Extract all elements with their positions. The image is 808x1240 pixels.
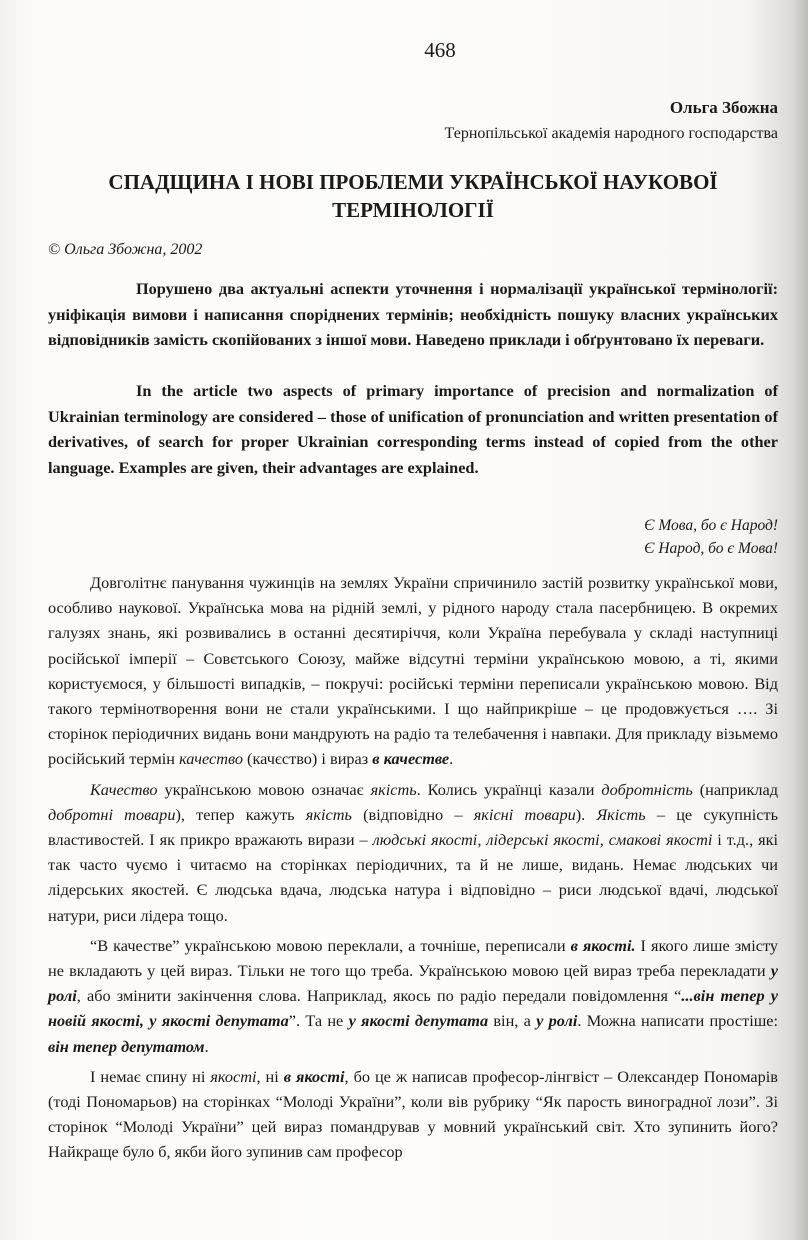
copyright-line: © Ольга Збожна, 2002: [48, 241, 203, 258]
paragraph-3: “В качестве” українською мовою переклали, а точніше, переписали в якості. І якого лише змісту не вкладають у цей вираз. Тільки не того що треба. Українською мовою цей вираз треба перекладати у ролі, або змінити закінчення слова. Наприклад, якось по радіо передали повідомлення “...він тепер у новій якості, у якості депутата”. Та не у якості депутата він, а у ролі. Можна написати простіше: він тепер депутатом.: [48, 935, 778, 1056]
epigraph: [48, 514, 778, 560]
epigraph-line-2: Є Народ, бо є Мова!: [644, 540, 778, 557]
abstract-english: In the article two aspects of primary importance of precision and normalization of Ukrainian terminology are considered – those of unification of pronunciation and written presentation of derivatives, of search for proper Ukrainian corresponding terms instead of copied from the other language. Examples are given, their advantages are explained.: [48, 381, 778, 477]
paragraph-2: Качество українською мовою означає якість. Колись українці казали добротність (наприклад добротні товари), тепер кажуть якість (відповідно – якісні товари). Якість – це сукупність властивостей. І як прикро вражають вирази – людські якості, лідерські якості, смакові якості і т.д., які так часто чуємо і читаємо на сторінках періодичних, та й не лише, видань. Немає людських чи лідерських якостей. Є людська вдача, людська натура і відповідно – риси людської вдачі, людської натури, риси лідера тощо.: [48, 779, 779, 925]
page-number: 468: [424, 38, 456, 62]
abstract-ukrainian: Порушено два актуальні аспекти уточнення і нормалізації української термінології: уніфікація вимови і написання споріднених термінів; необхідність пошуку власних українських відповідників замість скопійованих з іншої мови. Наведено приклади і обґрунтовано їх переваги.: [48, 279, 778, 350]
article-body: [48, 570, 778, 1170]
epigraph-line-1: Є Мова, бо є Народ!: [644, 517, 778, 534]
author-name: Ольга Збожна: [669, 98, 778, 117]
paragraph-1: Довголітнє панування чужинців на землях України спричинило застій розвитку української мови, особливо наукової. Українська мова на рідній землі, у рідного народу стала пасербницею. В окремих галузях знань, які розвивались в останні десятиріччя, коли Україна перебувала у складі наступниці російської імперії – Совєтського Союзу, майже відсутні терміни українською мовою, а ті, якими користуємося, у більшості випадків, – покручі: російські терміни переписали українською мовою. Від такого термінотворення вони не стали українськими. І що найприкріше – це продовжується …. Зі сторінок періодичних видань вони мандрують на радіо та телебачення і навпаки. Для прикладу візьмемо російський термін качество (качєство) і вираз в качестве.: [48, 573, 778, 769]
article-title: СПАДЩИНА І НОВІ ПРОБЛЕМИ УКРАЇНСЬКОЇ НАУКОВОЇ ТЕРМІНОЛОГІЇ: [108, 170, 718, 222]
author-affiliation: Тернопільської академія народного господарства: [444, 125, 778, 142]
paragraph-4: І немає спину ні якості, ні в якості, бо це ж написав професор-лінгвіст – Олександер Пономарів (тоді Пономарьов) на сторінках “Молоді України”, коли вів рубрику “Як парость виноградної лози”. Зі сторінок “Молоді України” цей вираз помандрував у мовний український світ. Хто зупинить його? Найкраще було б, якби його зупинив сам професор: [48, 1066, 778, 1162]
